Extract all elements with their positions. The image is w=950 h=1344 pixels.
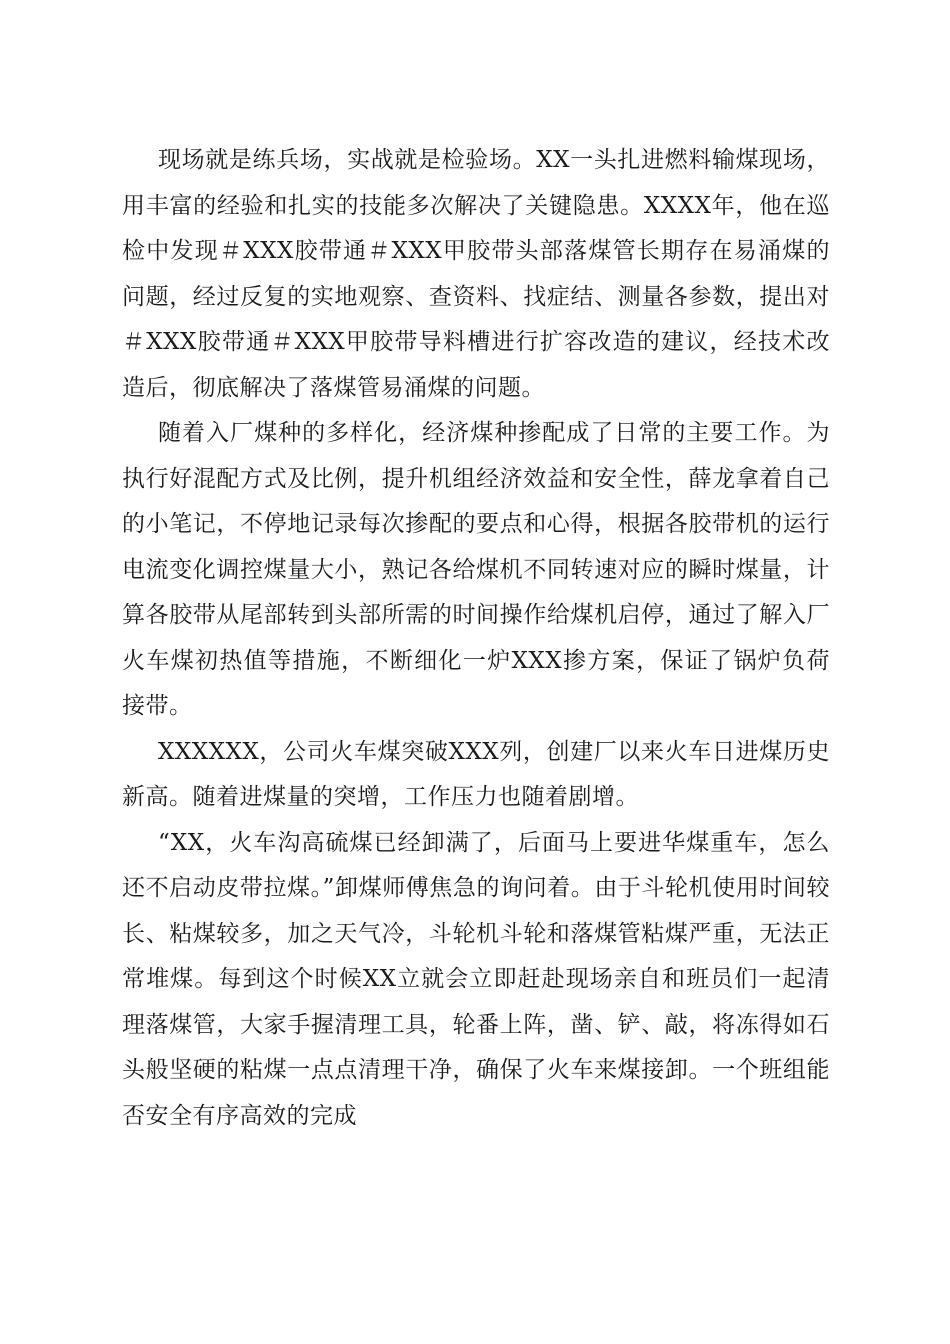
document-page <box>122 138 830 1139</box>
paragraph-coal-blending: 随着入厂煤种的多样化，经济煤种掺配成了日常的主要工作。为执行好混配方式及比例，提升机组经济效益和安全性，薛龙拿着自己的小笔记，不停地记录每次掺配的要点和心得，根据各胶带机的运行电流变化调控煤量大小，熟记各给煤机不同转速对应的瞬时煤量，计算各胶带从尾部转到头部所需的时间操作给煤机启停，通过了解入厂火车煤初热值等措施，不断细化一炉XXX掺方案，保证了锅炉负荷接带。 <box>122 420 830 719</box>
paragraph-train-coal-record: XXXXXX，公司火车煤突破XXX列，创建厂以来火车日进煤历史新高。随着进煤量的突增，工作压力也随着剧增。 <box>122 738 830 810</box>
paragraph-cleaning-coal-pipe: “XX，火车沟高硫煤已经卸满了，后面马上要进华煤重车，怎么还不启动皮带拉煤。”卸煤师傅焦急的询问着。由于斗轮机使用时间较长、粘煤较多，加之天气冷，斗轮机斗轮和落煤管粘煤严重，无法正常堆煤。每到这个时候XX立就会立即赶赴现场亲自和班员们一起清理落煤管，大家手握清理工具，轮番上阵，凿、铲、敲，将冻得如石头般坚硬的粘煤一点点清理干净，确保了火车来煤接卸。一个班组能否安全有序高效的完成 <box>122 829 830 1129</box>
paragraph-field-practice: 现场就是练兵场，实战就是检验场。XX一头扎进燃料输煤现场，用丰富的经验和扎实的技能多次解决了关键隐患。XXXX年，他在巡检中发现＃XXX胶带通＃XXX甲胶带头部落煤管长期存在易涌煤的问题，经过反复的实地观察、查资料、找症结、测量各参数，提出对＃XXX胶带通＃XXX甲胶带导料槽进行扩容改造的建议，经技术改造后，彻底解决了落煤管易涌煤的问题。 <box>122 147 830 401</box>
